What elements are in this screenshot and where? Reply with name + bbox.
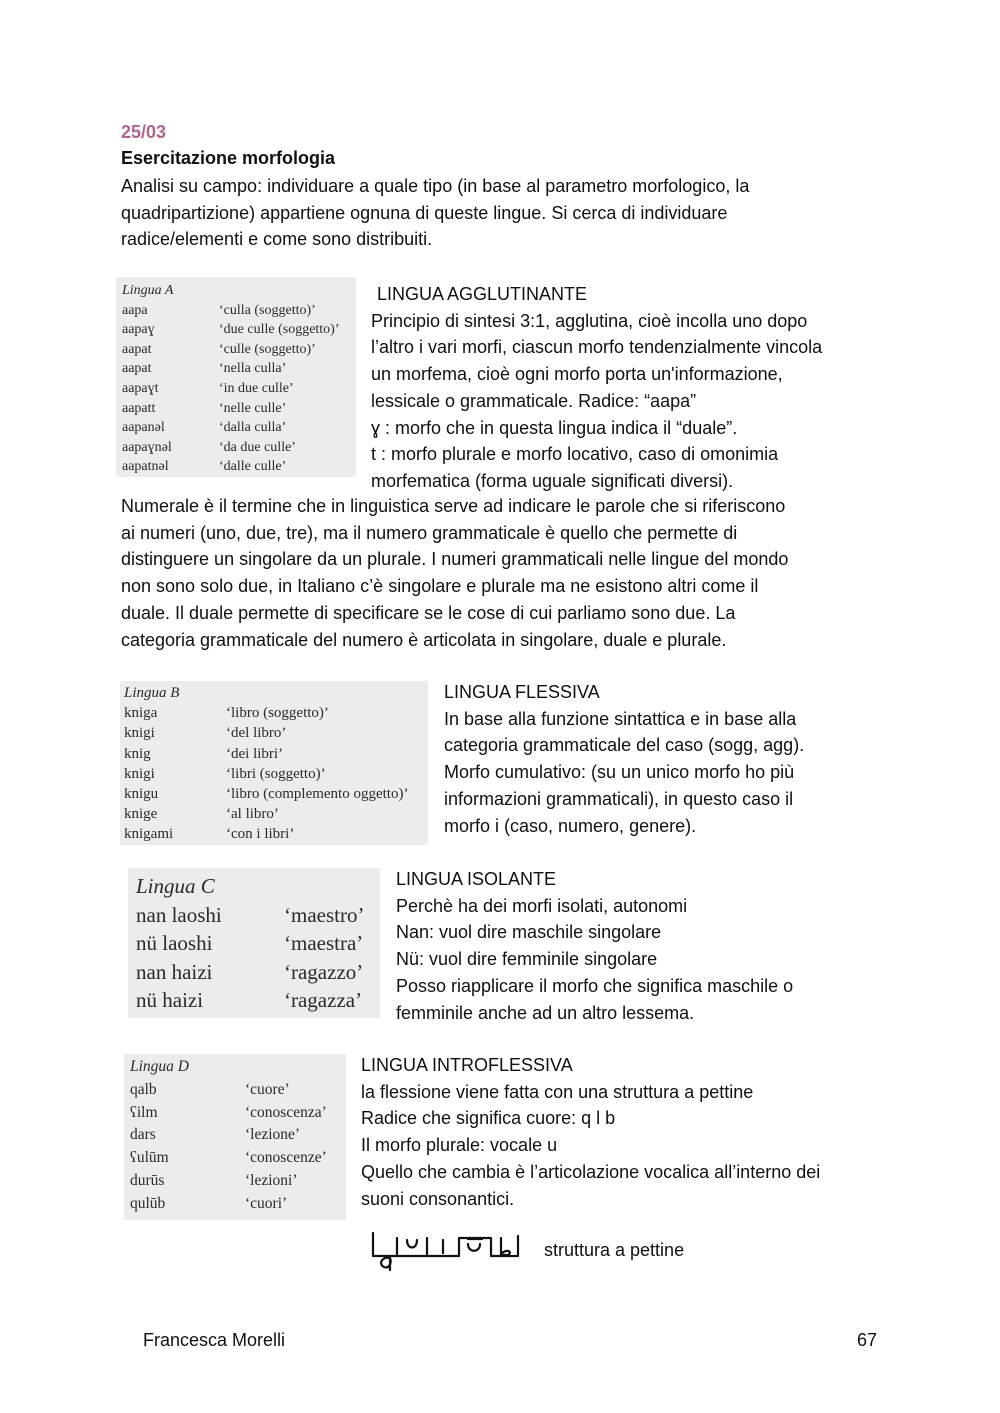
intro-paragraph — [121, 173, 749, 253]
page-title: Esercitazione morfologia — [121, 148, 336, 168]
date: 25/03 — [121, 122, 167, 142]
table-word: nan haizi — [136, 959, 213, 984]
table-word: knigi — [124, 725, 155, 742]
table-gloss: ‘libro (soggetto)’ — [226, 705, 329, 722]
lingua-b-table-image — [120, 681, 428, 845]
table-word: ʕilm — [130, 1103, 158, 1121]
table-row — [122, 457, 356, 477]
table-word: kniga — [124, 705, 158, 722]
table-word: ʕulūm — [130, 1149, 169, 1167]
table-gloss: ‘nelle culle’ — [219, 400, 287, 416]
table-row — [130, 1124, 346, 1147]
table-gloss: ‘con i libri’ — [226, 826, 295, 843]
page-number: 67 — [857, 1330, 878, 1350]
description-line: categoria grammaticale del caso (sogg, agg). — [444, 735, 805, 756]
section-heading: LINGUA INTROFLESSIVA — [361, 1055, 573, 1075]
paragraph-line: distinguere un singolare da un plurale. I numeri grammaticali nelle lingue del mondo — [121, 549, 789, 570]
table-word: aapa — [122, 302, 148, 318]
table-gloss: ‘conoscenze’ — [245, 1149, 327, 1167]
table-gloss: ‘culla (soggetto)’ — [219, 302, 316, 318]
description-line: l’altro i vari morfi, ciascun morfo tendenzialmente vincola — [371, 337, 823, 358]
table-word: aapanəl — [122, 420, 165, 436]
lingua-d-description — [361, 1052, 820, 1212]
paragraph-line: Numerale è il termine che in linguistica serve ad indicare le parole che si riferiscono — [121, 496, 786, 516]
table-gloss: ‘al libro’ — [226, 806, 279, 823]
comb-structure-drawing — [368, 1230, 524, 1272]
description-line: Quello che cambia è l’articolazione vocalica all’interno dei — [361, 1161, 821, 1182]
table-row — [136, 986, 380, 1015]
table-gloss: ‘lezione’ — [245, 1126, 301, 1144]
table-gloss: ‘conoscenza’ — [245, 1103, 327, 1121]
table-gloss: ‘dalle culle’ — [219, 459, 287, 475]
description-line: Radice che significa cuore: q l b — [361, 1108, 616, 1129]
table-row — [122, 340, 356, 360]
table-row — [122, 320, 356, 340]
description-line: Nü: vuol dire femminile singolare — [396, 949, 658, 970]
description-line: Il morfo plurale: vocale u — [361, 1135, 558, 1156]
comb-caption: struttura a pettine — [544, 1240, 685, 1260]
table-word: aapat — [122, 361, 152, 377]
table-row — [130, 1102, 346, 1125]
numerale-paragraph — [121, 493, 788, 653]
description-line: suoni consonantici. — [361, 1188, 515, 1209]
table-gloss: ‘nella culla’ — [219, 361, 287, 377]
description-line: lessicale o grammaticale. Radice: “aapa” — [371, 390, 697, 411]
table-row — [122, 379, 356, 399]
description-line: ɣ : morfo che in questa lingua indica il “duale”. — [371, 417, 738, 438]
description-line: In base alla funzione sintattica e in base alla — [444, 708, 797, 729]
table-gloss: ‘due culle (soggetto)’ — [219, 322, 340, 338]
table-title: Lingua C — [136, 874, 215, 898]
description-line: morfematica (forma uguale significati diversi). — [371, 470, 734, 491]
table-row — [124, 703, 428, 723]
table-row — [122, 301, 356, 321]
table-word: qulūb — [130, 1194, 166, 1212]
table-gloss: ‘del libro’ — [226, 725, 287, 742]
table-row — [136, 901, 380, 930]
table-row — [130, 1193, 346, 1216]
lingua-c-description — [396, 866, 793, 1026]
description-line: un morfema, cioè ogni morfo porta un'informazione, — [371, 364, 783, 385]
footer-author: Francesca Morelli — [143, 1330, 286, 1350]
description-line: la flessione viene fatta con una struttura a pettine — [361, 1081, 754, 1102]
table-gloss: ‘cuore’ — [245, 1080, 290, 1098]
description-line: Principio di sintesi 3:1, agglutina, cioè incolla uno dopo — [371, 310, 808, 331]
table-row — [136, 929, 380, 958]
table-row — [124, 744, 428, 764]
table-row — [124, 723, 428, 743]
description-line: informazioni grammaticali), in questo caso il — [444, 788, 794, 809]
table-word: knigu — [124, 786, 159, 803]
table-word: qalb — [130, 1080, 157, 1098]
section-heading: LINGUA AGGLUTINANTE — [377, 284, 588, 304]
lingua-a-description — [371, 281, 822, 495]
paragraph-line: ai numeri (uno, due, tre), ma il numero grammaticale è quello che permette di — [121, 522, 738, 543]
table-word: aapaɣ — [122, 322, 155, 338]
table-gloss: ‘dalla culla’ — [219, 420, 287, 436]
table-gloss: ‘cuori’ — [245, 1194, 288, 1212]
table-row — [130, 1170, 346, 1193]
table-word: knigi — [124, 765, 155, 782]
section-heading: LINGUA FLESSIVA — [444, 682, 600, 702]
table-word: knigami — [124, 826, 174, 843]
lingua-a-table-image — [116, 277, 356, 477]
table-row — [124, 784, 428, 804]
table-row — [122, 399, 356, 419]
table-title: Lingua D — [130, 1058, 189, 1075]
paragraph-line: duale. Il duale permette di specificare se le cose di cui parliamo sono due. La — [121, 602, 736, 623]
table-gloss: ‘maestra’ — [284, 931, 364, 956]
table-gloss: ‘lezioni’ — [245, 1171, 298, 1189]
lingua-c-table-image — [128, 868, 380, 1018]
description-line: Posso riapplicare il morfo che significa maschile o — [396, 975, 794, 996]
table-word: aapat — [122, 341, 152, 357]
table-word: aapaɣt — [122, 380, 159, 396]
table-row — [122, 438, 356, 458]
intro-line: Analisi su campo: individuare a quale tipo (in base al parametro morfologico, la — [121, 176, 750, 196]
table-word: nü haizi — [136, 988, 204, 1013]
section-heading: LINGUA ISOLANTE — [396, 869, 557, 889]
table-row — [122, 418, 356, 438]
table-word: aapatt — [122, 400, 156, 416]
table-title: Lingua A — [122, 283, 174, 298]
description-line: Morfo cumulativo: (su un unico morfo ho più — [444, 762, 795, 783]
table-title: Lingua B — [124, 685, 180, 701]
table-word: aapatnəl — [122, 459, 169, 475]
table-gloss: ‘maestro’ — [284, 902, 365, 927]
description-line: t : morfo plurale e morfo locativo, caso di omonimia — [371, 444, 779, 465]
table-word: knig — [124, 745, 151, 762]
table-gloss: ‘dei libri’ — [226, 745, 284, 762]
paragraph-line: categoria grammaticale del numero è articolata in singolare, duale e plurale. — [121, 629, 727, 650]
table-word: aapaɣnəl — [122, 439, 172, 455]
description-line: morfo i (caso, numero, genere). — [444, 815, 697, 836]
table-row — [136, 958, 380, 987]
description-line: Perchè ha dei morfi isolati, autonomi — [396, 895, 688, 916]
paragraph-line: non sono solo due, in Italiano c’è singolare e plurale ma ne esistono altri come il — [121, 576, 759, 597]
intro-line: quadripartizione) appartiene ognuna di queste lingue. Si cerca di individuare — [121, 202, 728, 223]
table-word: nü laoshi — [136, 931, 213, 956]
intro-line: radice/elementi e come sono distribuiti. — [121, 229, 433, 250]
table-row — [130, 1079, 346, 1102]
table-word: durūs — [130, 1171, 165, 1189]
lingua-d-table-image — [124, 1054, 346, 1220]
description-line: femminile anche ad un altro lessema. — [396, 1002, 695, 1023]
table-word: dars — [130, 1126, 156, 1144]
description-line: Nan: vuol dire maschile singolare — [396, 922, 662, 943]
table-row — [130, 1147, 346, 1170]
table-gloss: ‘culle (soggetto)’ — [219, 341, 316, 357]
table-gloss: ‘da due culle’ — [219, 439, 296, 455]
table-row — [122, 359, 356, 379]
table-gloss: ‘ragazzo’ — [284, 959, 364, 984]
table-row — [124, 764, 428, 784]
table-word: knige — [124, 806, 158, 823]
table-gloss: ‘libro (complemento oggetto)’ — [226, 786, 409, 803]
table-word: nan laoshi — [136, 902, 222, 927]
table-row — [124, 804, 428, 824]
table-gloss: ‘libri (soggetto)’ — [226, 765, 326, 782]
table-gloss: ‘ragazza’ — [284, 988, 363, 1013]
table-gloss: ‘in due culle’ — [219, 380, 294, 396]
lingua-b-description — [444, 679, 804, 839]
table-row — [124, 824, 428, 844]
